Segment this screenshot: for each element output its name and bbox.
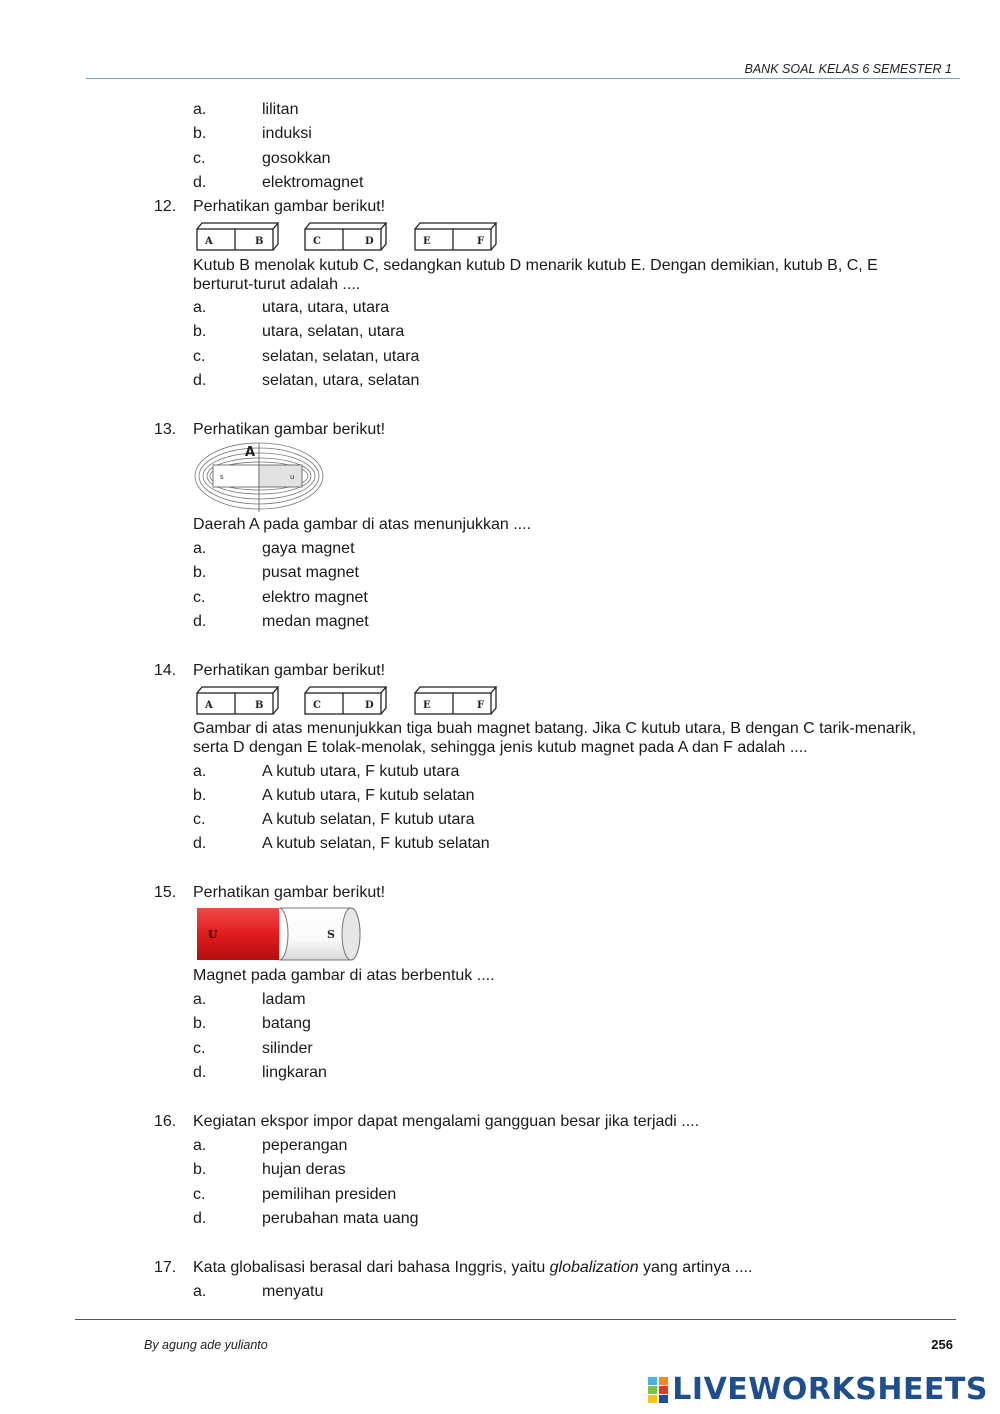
- option-text: A kutub utara, F kutub selatan: [262, 787, 475, 804]
- header-divider: [86, 78, 960, 79]
- option-text: gaya magnet: [262, 540, 355, 557]
- liveworksheets-grid-icon: [648, 1377, 668, 1403]
- option-letter: d.: [193, 174, 207, 191]
- option-text: utara, utara, utara: [262, 299, 390, 316]
- question-text: Magnet pada gambar di atas berbentuk ....: [193, 967, 495, 984]
- option-text: medan magnet: [262, 613, 369, 630]
- option-letter: a.: [193, 299, 207, 316]
- pole-label-u: u: [290, 473, 295, 481]
- question-number: 13.: [154, 421, 177, 438]
- option-letter: b.: [193, 1015, 207, 1032]
- question-number: 14.: [154, 662, 177, 679]
- footer-divider: [75, 1319, 956, 1320]
- option-letter: a.: [193, 1283, 207, 1300]
- option-text: induksi: [262, 125, 312, 142]
- option-text: A kutub selatan, F kutub utara: [262, 811, 475, 828]
- option-text: A kutub utara, F kutub utara: [262, 763, 460, 780]
- option-letter: b.: [193, 1161, 207, 1178]
- pole-label-s: S: [327, 928, 335, 941]
- magnet-label-a: A: [205, 700, 213, 711]
- option-letter: c.: [193, 1040, 206, 1057]
- option-letter: b.: [193, 323, 207, 340]
- area-label-a: A: [245, 445, 256, 460]
- option-letter: a.: [193, 991, 207, 1008]
- liveworksheets-wordmark: LIVEWORKSHEETS: [672, 1372, 988, 1407]
- magnetic-field-figure: [193, 440, 328, 516]
- option-text: perubahan mata uang: [262, 1210, 419, 1227]
- three-bar-magnets-figure: [195, 683, 500, 717]
- option-text: menyatu: [262, 1283, 324, 1300]
- option-text: batang: [262, 1015, 311, 1032]
- option-text: silinder: [262, 1040, 313, 1057]
- option-text: pusat magnet: [262, 564, 359, 581]
- footer-author: By agung ade yulianto: [144, 1338, 268, 1352]
- magnet-label-f: F: [477, 236, 485, 247]
- option-letter: d.: [193, 1210, 207, 1227]
- option-text: lilitan: [262, 101, 299, 118]
- liveworksheets-logo[interactable]: [648, 1372, 988, 1407]
- option-text: utara, selatan, utara: [262, 323, 405, 340]
- question-prompt: Perhatikan gambar berikut!: [193, 662, 386, 679]
- question-text: Daerah A pada gambar di atas menunjukkan ....: [193, 516, 531, 533]
- option-letter: d.: [193, 613, 207, 630]
- option-text: ladam: [262, 991, 306, 1008]
- question-prompt: Perhatikan gambar berikut!: [193, 884, 386, 901]
- question-number: 12.: [154, 198, 177, 215]
- prompt-text: yang artinya ....: [638, 1259, 753, 1276]
- option-letter: c.: [193, 1186, 206, 1203]
- magnet-label-b: B: [255, 236, 264, 247]
- option-text: elektromagnet: [262, 174, 364, 191]
- question-text: Kutub B menolak kutub C, sedangkan kutub D menarik kutub E. Dengan demikian, kutub B, C, E berturut-turut adalah ....: [193, 257, 878, 293]
- option-letter: a.: [193, 101, 207, 118]
- magnet-label-d: D: [365, 236, 374, 247]
- option-text: lingkaran: [262, 1064, 327, 1081]
- option-letter: d.: [193, 372, 207, 389]
- magnet-label-d: D: [365, 700, 374, 711]
- question-number: 16.: [154, 1113, 177, 1130]
- option-letter: c.: [193, 150, 206, 167]
- option-letter: b.: [193, 787, 207, 804]
- option-letter: d.: [193, 1064, 207, 1081]
- option-text: hujan deras: [262, 1161, 346, 1178]
- prompt-italic-term: globalization: [549, 1259, 639, 1276]
- question-prompt: Kegiatan ekspor impor dapat mengalami gangguan besar jika terjadi ....: [193, 1113, 700, 1130]
- question-prompt: Perhatikan gambar berikut!: [193, 421, 386, 438]
- option-text: elektro magnet: [262, 589, 368, 606]
- magnet-label-f: F: [477, 700, 485, 711]
- option-letter: a.: [193, 763, 207, 780]
- option-letter: c.: [193, 811, 206, 828]
- option-letter: b.: [193, 125, 207, 142]
- question-number: 15.: [154, 884, 177, 901]
- option-letter: d.: [193, 835, 207, 852]
- magnet-label-a: A: [205, 236, 213, 247]
- cylinder-magnet-figure: [195, 905, 363, 963]
- option-text: selatan, utara, selatan: [262, 372, 420, 389]
- pole-label-s: s: [220, 473, 224, 481]
- option-text: A kutub selatan, F kutub selatan: [262, 835, 490, 852]
- question-prompt: Perhatikan gambar berikut!: [193, 198, 386, 215]
- page-header-title: BANK SOAL KELAS 6 SEMESTER 1: [744, 62, 952, 76]
- option-letter: c.: [193, 348, 206, 365]
- option-text: gosokkan: [262, 150, 331, 167]
- magnet-label-b: B: [255, 700, 264, 711]
- prompt-text: Kata globalisasi berasal dari bahasa Inggris, yaitu: [193, 1259, 550, 1276]
- magnet-label-c: C: [313, 236, 321, 247]
- question-number: 17.: [154, 1259, 177, 1276]
- page-number: 256: [931, 1337, 953, 1352]
- option-letter: c.: [193, 589, 206, 606]
- magnet-label-e: E: [423, 700, 431, 711]
- option-letter: a.: [193, 1137, 207, 1154]
- option-text: peperangan: [262, 1137, 348, 1154]
- option-letter: a.: [193, 540, 207, 557]
- pole-label-u: U: [208, 928, 218, 941]
- magnet-label-e: E: [423, 236, 431, 247]
- option-text: pemilihan presiden: [262, 1186, 397, 1203]
- option-text: selatan, selatan, utara: [262, 348, 420, 365]
- magnet-label-c: C: [313, 700, 321, 711]
- question-prompt: [193, 1258, 752, 1278]
- three-bar-magnets-figure: [195, 219, 500, 253]
- question-text: Gambar di atas menunjukkan tiga buah magnet batang. Jika C kutub utara, B dengan C tarik-menarik, serta D dengan E tolak-menolak, sehingga jenis kutub magnet pada A dan F adalah ....: [193, 720, 917, 756]
- option-letter: b.: [193, 564, 207, 581]
